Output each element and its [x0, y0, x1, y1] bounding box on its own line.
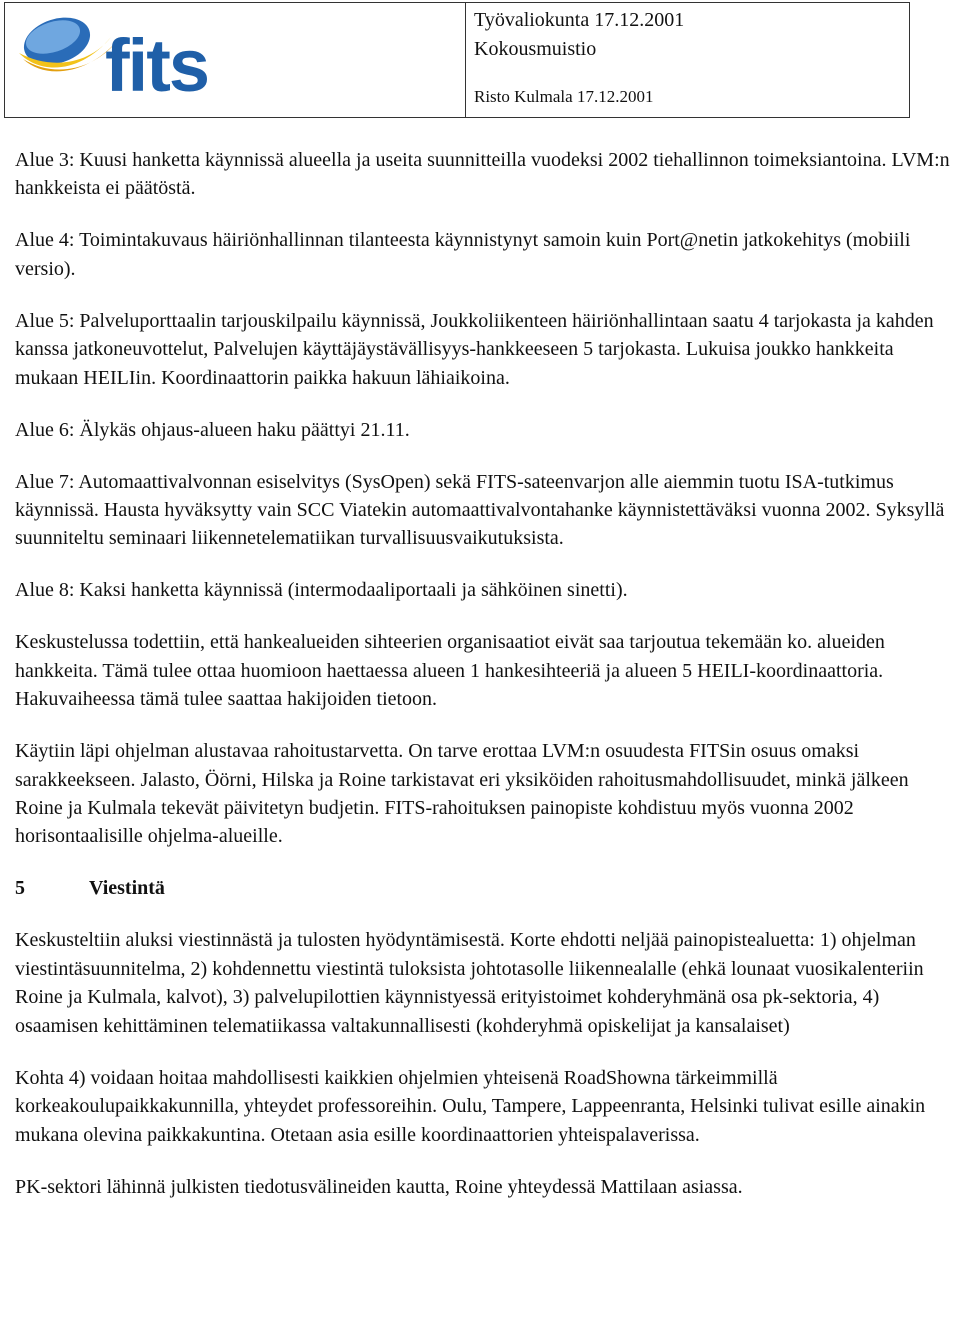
header-author-date: Risto Kulmala 17.12.2001: [474, 87, 654, 106]
paragraph-alue-8: Alue 8: Kaksi hanketta käynnissä (intermodaaliportaali ja sähköinen sinetti).: [15, 579, 628, 602]
paragraph-communication: Keskusteltiin aluksi viestinnästä ja tulosten hyödyntämisestä. Korte ehdotti neljää painopistealuetta: 1) ohjelman viestintäsuunnitelma, 2) kohdennettu viestintä tuloksista johtotasolle liikennealalle (ehkä lounaat vuosikalenteriin Roine ja Kulmala, kalvot), 3) palvelupilottien käynnistyessä erityistoimet kohderyhmänä osa pk-sektoria, 4) osaamisen kehittäminen telematiikassa valtakunnallisesti (kohderyhmä opiskelijat ja kansalaiset): [15, 929, 924, 1037]
document-header: [4, 2, 910, 118]
header-info: [465, 3, 909, 117]
paragraph-pk-sector: PK-sektori lähinnä julkisten tiedotusvälineiden kautta, Roine yhteydessä Mattilaan asiassa.: [15, 1175, 743, 1198]
paragraph-alue-6: Alue 6: Älykäs ohjaus-alueen haku päättyi 21.11.: [15, 418, 410, 441]
document-body: [15, 146, 959, 1225]
section-title: Viestintä: [89, 877, 165, 900]
paragraph-alue-5: Alue 5: Palveluporttaalin tarjouskilpailu käynnissä, Joukkoliikenteen häiriönhallintaan saatu 4 tarjokasta ja kahden kanssa jatkoneuvottelut, Palvelujen käyttäjäystävällisyys-hankkeeseen 5 tarjokasta. Lukuisa joukko hankkeita mukaan HEILIin. Koordinaattorin paikka hakuun lähiaikoina.: [15, 309, 934, 389]
paragraph-roadshow: Kohta 4) voidaan hoitaa mahdollisesti kaikkien ohjelmien yhteisenä RoadShowna tärkeimmillä korkeakoulupaikkakunnilla, yhteydet professoreihin. Oulu, Tampere, Lappeenranta, Helsinki tulivat esille ainakin mukana olevina paikkakuntina. Otetaan asia esille koordinaattorien yhteispalaverissa.: [15, 1066, 926, 1146]
fits-logo: [13, 7, 223, 115]
logo-cell: [5, 3, 465, 117]
header-document-type: Kokousmuistio: [474, 38, 597, 60]
header-committee-date: Työvaliokunta 17.12.2001: [474, 9, 685, 31]
section-number: 5: [15, 877, 25, 900]
paragraph-alue-3: Alue 3: Kuusi hanketta käynnissä alueella ja useita suunnitteilla vuodeksi 2002 tiehallinnon toimeksiantoina. LVM:n hankkeista ei päätöstä.: [15, 149, 950, 200]
paragraph-alue-4: Alue 4: Toimintakuvaus häiriönhallinnan tilanteesta käynnistynyt samoin kuin Port@netin jatkokehitys (mobiili versio).: [15, 229, 911, 280]
logo-wordmark: fits: [105, 24, 208, 107]
paragraph-discussion: Keskustelussa todettiin, että hankealueiden sihteerien organisaatiot eivät saa tarjoutua tekemään ko. alueiden hankkeita. Tämä tulee ottaa huomioon haettaessa alueen 1 hankesihteeriä ja alueen 5 HEILI-koordinaattoria. Hakuvaiheessa tämä tulee saattaa hakijoiden tietoon.: [15, 631, 885, 711]
paragraph-alue-7: Alue 7: Automaattivalvonnan esiselvitys (SysOpen) sekä FITS-sateenvarjon alle aiemmin tuotu ISA-tutkimus käynnissä. Hausta hyväksytty vain SCC Viatekin automaattivalvontahanke käynnistettäväksi vuonna 2002. Syksyllä suunniteltu seminaari liikennetelematiikan turvallisuusvaikutuksista.: [15, 470, 945, 550]
section-heading: [15, 874, 959, 902]
paragraph-funding: Käytiin läpi ohjelman alustavaa rahoitustarvetta. On tarve erottaa LVM:n osuudesta FITSin osuus omaksi sarakkeekseen. Jalasto, Öörni, Hilska ja Roine tarkistavat eri yksiköiden rahoitusmahdollisuudet, minkä jälkeen Roine ja Kulmala tekevät päivitetyn budjetin. FITS-rahoituksen painopiste kohdistuu myös vuonna 2002 horisontaalisille ohjelma-alueille.: [15, 740, 909, 848]
